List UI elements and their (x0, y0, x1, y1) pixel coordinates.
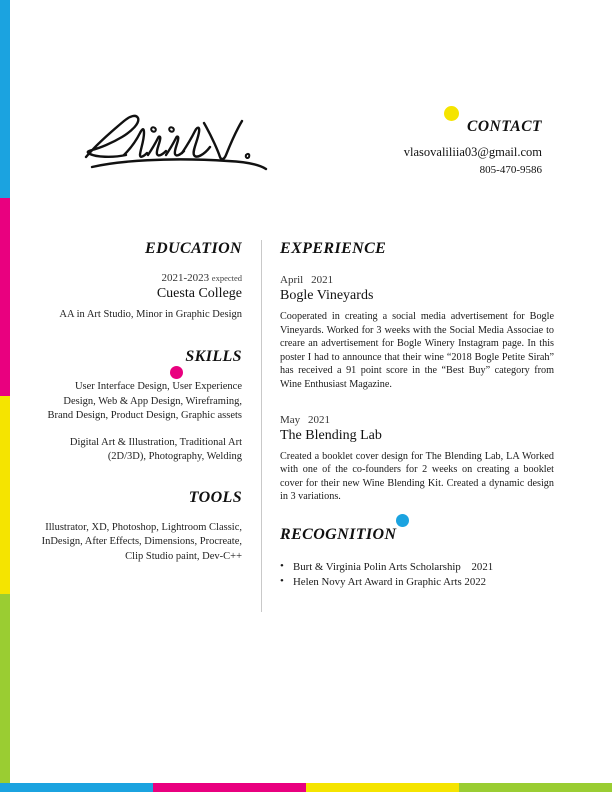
left-accent-bar (0, 0, 10, 792)
experience-description: Cooperated in creating a social media advertisement for Bogle Vineyards. Worked for 3 weeks with the Social Media Associae to creare an advertisement for Bogle Winery Instagram page. In this poster I had to announce that their wine “2018 Bogle Petite Sirah” has received a 91 point score in the “Best Buy” category from Wine Enthusiast Magazine. (280, 311, 554, 390)
left-bar-segment (0, 396, 10, 594)
recognition-heading: RECOGNITION (280, 525, 397, 543)
tools-list: Illustrator, XD, Photoshop, Lightroom Classic, InDesign, After Effects, Dimensions, Procreate, Clip Studio paint, Dev-C++ (41, 521, 242, 562)
recognition-text: Helen Novy Art Award in Graphic Arts 2022 (293, 575, 487, 588)
left-bar-segment (0, 594, 10, 792)
recognition-list (280, 560, 570, 590)
experience-month: April (280, 274, 304, 286)
bar-segment-cyan (0, 783, 153, 792)
education-date-range: 2021-2023 (161, 272, 210, 284)
contact-heading: CONTACT (467, 118, 542, 135)
tools-section (40, 489, 242, 565)
list-item (280, 575, 570, 590)
left-bar-segment (0, 0, 10, 198)
experience-year: 2021 (311, 274, 334, 286)
experience-year: 2021 (308, 413, 331, 426)
experience-heading: EXPERIENCE (280, 240, 387, 257)
right-column (280, 240, 570, 590)
contact-block (404, 118, 542, 180)
education-section (40, 240, 242, 322)
recognition-text: Burt & Virginia Polin Arts Scholarship (293, 560, 461, 573)
recognition-section (280, 526, 570, 590)
column-divider (261, 240, 262, 612)
tools-heading: TOOLS (188, 488, 242, 506)
experience-item (280, 414, 570, 504)
bar-segment-yellow (306, 783, 459, 792)
left-column (40, 240, 242, 564)
skills-section (40, 348, 242, 465)
contact-phone[interactable]: 805-470-9586 (479, 164, 542, 176)
contact-email[interactable]: vlasovaliliia03@gmail.com (403, 145, 542, 159)
experience-date (280, 274, 570, 286)
signature-logo (78, 105, 278, 175)
experience-description: Created a booklet cover design for The Blending Lab, LA Worked with one of the co-founders for 2 weeks on creating a booklet cover for their new Wine Blending Kit. Created a dynamic design in 3 variations. (280, 450, 554, 503)
education-detail: AA in Art Studio, Minor in Graphic Design (59, 309, 242, 320)
bottom-accent-bar (0, 783, 612, 792)
education-school: Cuesta College (156, 286, 242, 301)
experience-org: Bogle Vineyards (280, 288, 374, 303)
skills-heading: SKILLS (185, 348, 242, 365)
list-item (280, 560, 570, 575)
skills-group-art: Digital Art & Illustration, Traditional Art (2D/3D), Photography, Welding (69, 436, 242, 462)
recognition-year: 2021 (471, 560, 494, 573)
experience-month: May (280, 413, 301, 426)
experience-org: The Blending Lab (280, 427, 382, 443)
left-bar-segment (0, 198, 10, 396)
bar-segment-green (459, 783, 612, 792)
experience-item (280, 274, 570, 392)
experience-section (280, 240, 570, 504)
education-date-note: expected (211, 273, 242, 283)
bar-segment-magenta (153, 783, 306, 792)
education-dates (40, 272, 242, 284)
experience-date (280, 414, 570, 426)
education-heading: EDUCATION (145, 240, 242, 257)
skills-group-design: User Interface Design, User Experience Design, Web & App Design, Wireframing, Brand Design, Product Design, Graphic assets (47, 381, 242, 421)
